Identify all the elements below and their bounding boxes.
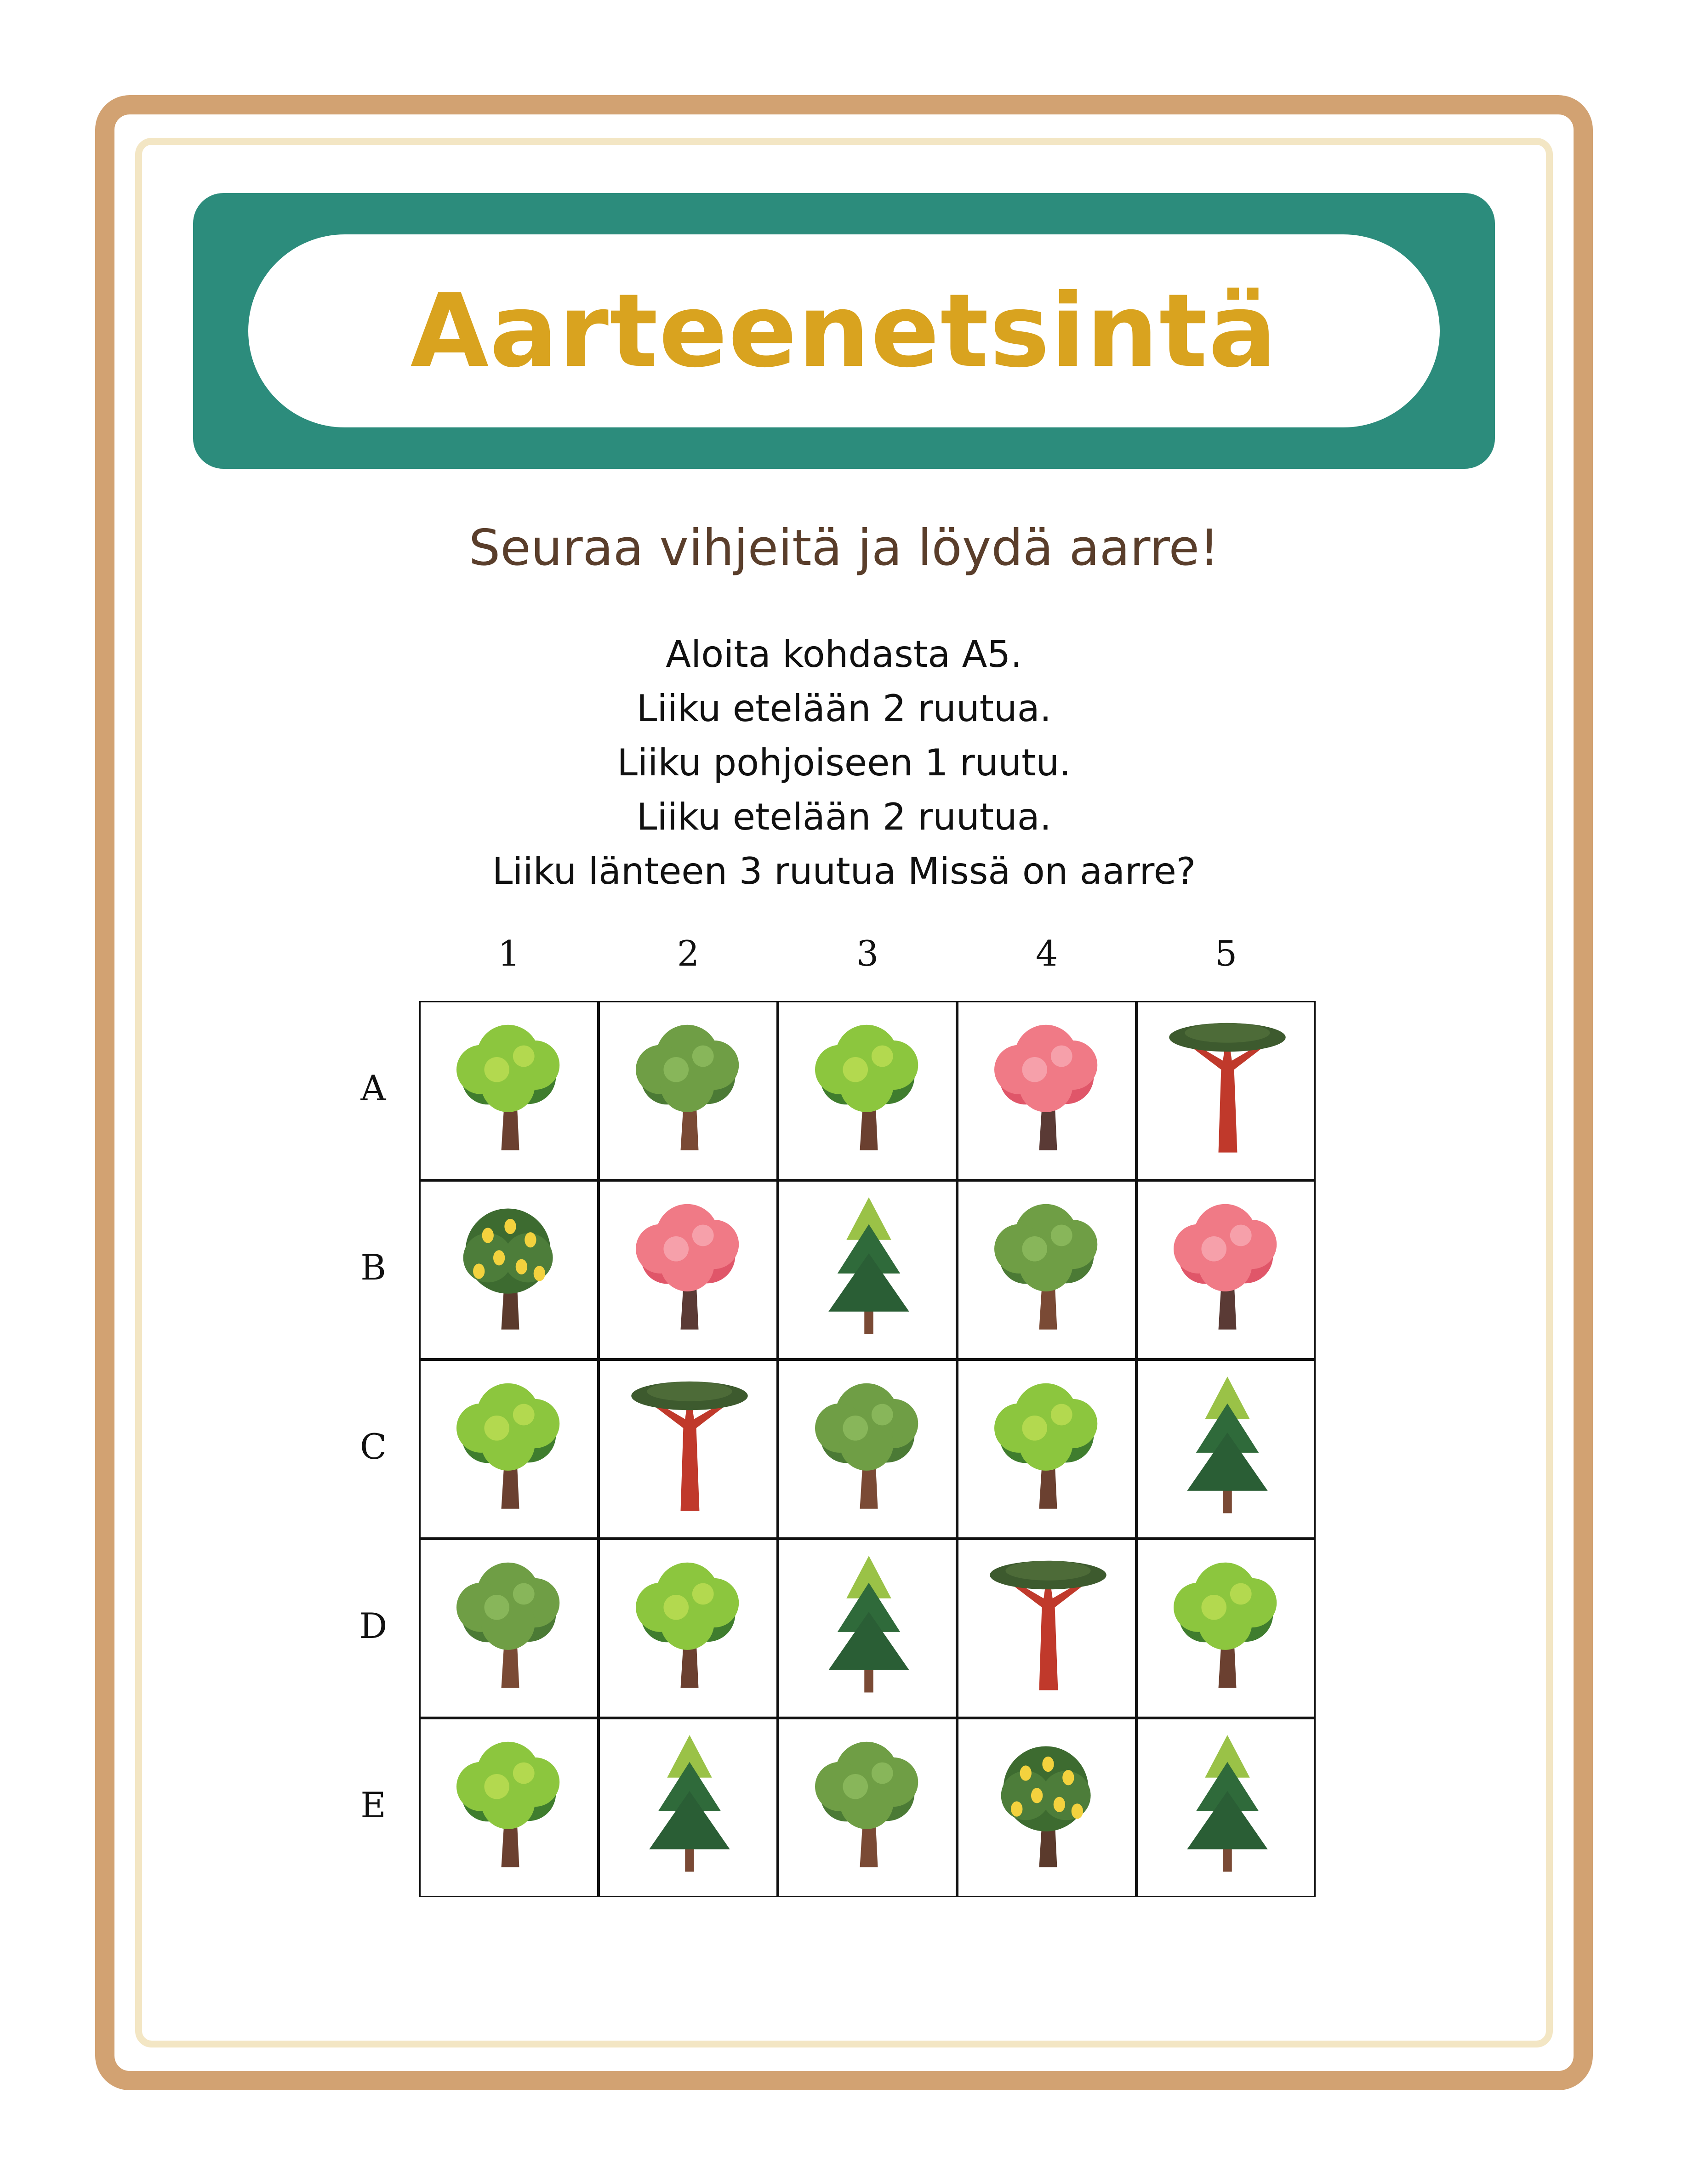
olive-oak-tree-icon xyxy=(779,1719,958,1899)
clue-line: Liiku länteen 3 ruutua Missä on aarre? xyxy=(492,850,1196,893)
pine-tree-icon xyxy=(1138,1719,1317,1899)
acacia-tree-icon xyxy=(958,1540,1138,1719)
grid-cell xyxy=(1136,1180,1316,1359)
grid-cell xyxy=(778,1539,957,1718)
clue-line: Liiku pohjoiseen 1 ruutu. xyxy=(617,741,1071,784)
pink-blossom-tree-icon xyxy=(958,1002,1138,1182)
acacia-tree-icon xyxy=(600,1361,779,1540)
olive-oak-tree-icon xyxy=(779,1361,958,1540)
pine-tree-icon xyxy=(600,1719,779,1899)
lime-oak-tree-icon xyxy=(958,1361,1138,1540)
lime-oak-tree-icon xyxy=(600,1540,779,1719)
grid-cell xyxy=(957,1001,1136,1180)
row-label: B xyxy=(360,1247,386,1288)
row-label: E xyxy=(360,1785,386,1826)
grid-cell xyxy=(599,1359,778,1539)
grid-cell xyxy=(419,1539,599,1718)
grid-cell xyxy=(599,1001,778,1180)
lime-oak-tree-icon xyxy=(1138,1540,1317,1719)
pine-tree-icon xyxy=(1138,1361,1317,1540)
column-label: 3 xyxy=(856,933,879,974)
grid-cell xyxy=(599,1539,778,1718)
grid-cell xyxy=(419,1180,599,1359)
pink-blossom-tree-icon xyxy=(600,1182,779,1361)
grid-cell xyxy=(419,1718,599,1897)
lemon-tree-icon xyxy=(421,1182,600,1361)
grid-cell xyxy=(957,1180,1136,1359)
grid-cell xyxy=(778,1001,957,1180)
lemon-tree-icon xyxy=(958,1719,1138,1899)
grid-cell xyxy=(419,1359,599,1539)
pine-tree-icon xyxy=(779,1182,958,1361)
grid-cell xyxy=(419,1001,599,1180)
olive-oak-tree-icon xyxy=(421,1540,600,1719)
lime-oak-tree-icon xyxy=(421,1719,600,1899)
grid-cell xyxy=(599,1180,778,1359)
grid-cell xyxy=(778,1359,957,1539)
lime-oak-tree-icon xyxy=(421,1002,600,1182)
grid-cell xyxy=(778,1718,957,1897)
pink-blossom-tree-icon xyxy=(1138,1182,1317,1361)
lime-oak-tree-icon xyxy=(421,1361,600,1540)
grid-cell xyxy=(1136,1539,1316,1718)
row-label: C xyxy=(359,1426,387,1467)
column-label: 5 xyxy=(1215,933,1237,974)
grid-cell xyxy=(1136,1001,1316,1180)
column-label: 4 xyxy=(1035,933,1058,974)
clue-line: Liiku etelään 2 ruutua. xyxy=(636,796,1052,838)
grid-cell xyxy=(599,1718,778,1897)
lime-oak-tree-icon xyxy=(779,1002,958,1182)
grid-cell xyxy=(778,1180,957,1359)
title-banner xyxy=(193,193,1495,469)
grid-cell xyxy=(957,1359,1136,1539)
title-pill xyxy=(248,234,1440,427)
clue-line: Aloita kohdasta A5. xyxy=(666,633,1022,676)
clue-list xyxy=(0,627,1688,899)
row-label: D xyxy=(359,1605,388,1646)
clue-line: Liiku etelään 2 ruutua. xyxy=(636,687,1052,730)
acacia-tree-icon xyxy=(1138,1002,1317,1182)
grid-cell xyxy=(1136,1718,1316,1897)
subtitle: Seuraa vihjeitä ja löydä aarre! xyxy=(468,519,1220,577)
grid-cell xyxy=(1136,1359,1316,1539)
grid-cell xyxy=(957,1718,1136,1897)
olive-oak-tree-icon xyxy=(600,1002,779,1182)
column-label: 1 xyxy=(497,933,520,974)
page-title: Aarteenetsintä xyxy=(410,272,1278,390)
pine-tree-icon xyxy=(779,1540,958,1719)
grid-cell xyxy=(957,1539,1136,1718)
row-label: A xyxy=(360,1068,386,1109)
column-label: 2 xyxy=(677,933,700,974)
olive-oak-tree-icon xyxy=(958,1182,1138,1361)
